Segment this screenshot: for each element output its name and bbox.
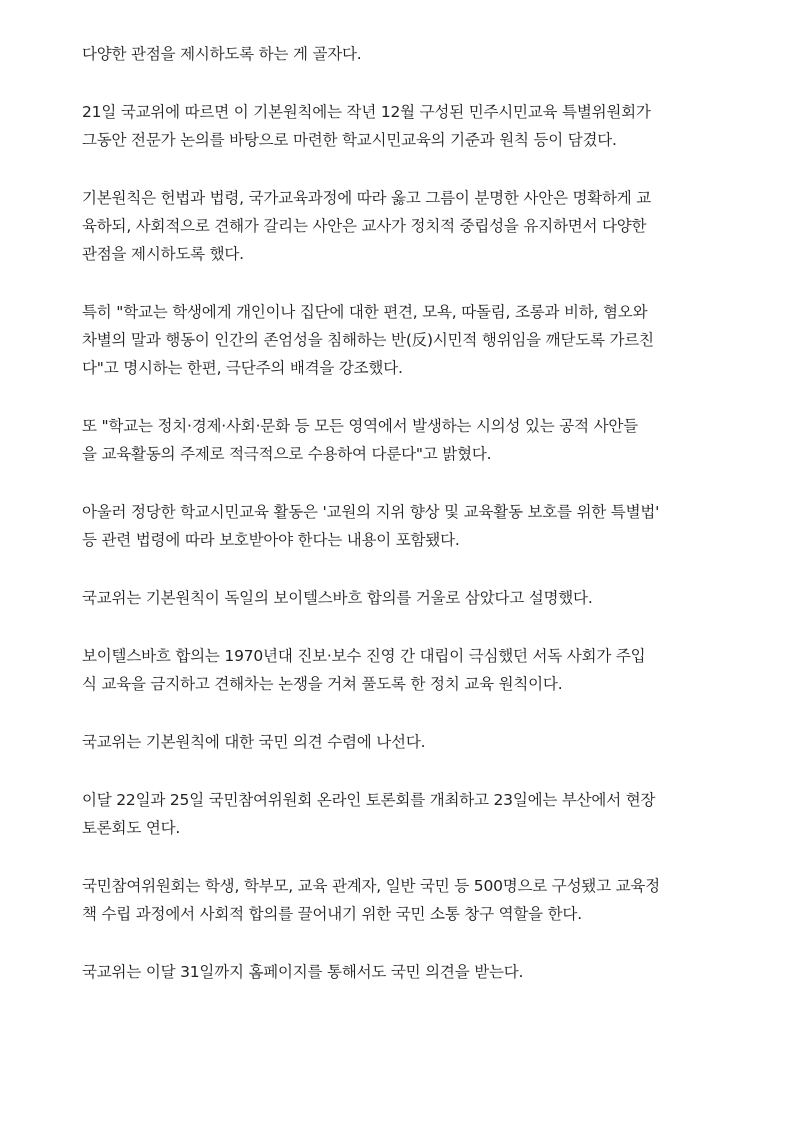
text-line: 그동안 전문가 논의를 바탕으로 마련한 학교시민교육의 기준과 원칙 등이 담겼다. [82, 131, 617, 149]
text-line: 보이텔스바흐 합의는 1970년대 진보·보수 진영 간 대립이 극심했던 서독 사회가 주입 [82, 647, 646, 665]
paragraph-7 [82, 584, 714, 612]
paragraph-1 [82, 40, 714, 68]
text-line: 국민참여위원회는 학생, 학부모, 교육 관계자, 일반 국민 등 500명으로 구성됐고 교육정 [82, 877, 660, 895]
paragraph-10 [82, 786, 714, 842]
paragraph-11 [82, 872, 714, 928]
paragraph-5 [82, 412, 714, 468]
text-line: 특히 "학교는 학생에게 개인이나 집단에 대한 편견, 모욕, 따돌림, 조롱과 비하, 혐오와 [82, 303, 648, 321]
text-line: 기본원칙은 헌법과 법령, 국가교육과정에 따라 옳고 그름이 분명한 사안은 명확하게 교 [82, 189, 652, 207]
text-line: 이달 22일과 25일 국민참여위원회 온라인 토론회를 개최하고 23일에는 부산에서 현장 [82, 791, 656, 809]
paragraph-12 [82, 958, 714, 986]
paragraph-3 [82, 184, 714, 268]
text-line: 책 수립 과정에서 사회적 합의를 끌어내기 위한 국민 소통 창구 역할을 한다. [82, 905, 582, 923]
paragraph-4 [82, 298, 714, 382]
text-line: 다"고 명시하는 한편, 극단주의 배격을 강조했다. [82, 359, 403, 377]
paragraph-2 [82, 98, 714, 154]
text-line: 등 관련 법령에 따라 보호받아야 한다는 내용이 포함됐다. [82, 531, 460, 549]
paragraph-8 [82, 642, 714, 698]
text-line: 차별의 말과 행동이 인간의 존엄성을 침해하는 반(反)시민적 행위임을 깨닫도록 가르친 [82, 331, 654, 349]
text-line: 식 교육을 금지하고 견해차는 논쟁을 거쳐 풀도록 한 정치 교육 원칙이다. [82, 675, 563, 693]
text-line: 국교위는 기본원칙이 독일의 보이텔스바흐 합의를 거울로 삼았다고 설명했다. [82, 589, 593, 607]
text-line: 육하되, 사회적으로 견해가 갈리는 사안은 교사가 정치적 중립성을 유지하면서 다양한 [82, 217, 647, 235]
text-line: 다양한 관점을 제시하도록 하는 게 골자다. [82, 45, 362, 63]
text-line: 을 교육활동의 주제로 적극적으로 수용하여 다룬다"고 밝혔다. [82, 445, 492, 463]
text-line: 토론회도 연다. [82, 819, 181, 837]
article-body [82, 40, 714, 1016]
text-line: 국교위는 이달 31일까지 홈페이지를 통해서도 국민 의견을 받는다. [82, 963, 524, 981]
text-line: 국교위는 기본원칙에 대한 국민 의견 수렴에 나선다. [82, 733, 426, 751]
text-line: 아울러 정당한 학교시민교육 활동은 '교원의 지위 향상 및 교육활동 보호를 위한 특별법' [82, 503, 660, 521]
text-line: 관점을 제시하도록 했다. [82, 245, 244, 263]
text-line: 또 "학교는 정치·경제·사회·문화 등 모든 영역에서 발생하는 시의성 있는 공적 사안들 [82, 417, 638, 435]
paragraph-6 [82, 498, 714, 554]
text-line: 21일 국교위에 따르면 이 기본원칙에는 작년 12월 구성된 민주시민교육 특별위원회가 [82, 103, 651, 121]
paragraph-9 [82, 728, 714, 756]
